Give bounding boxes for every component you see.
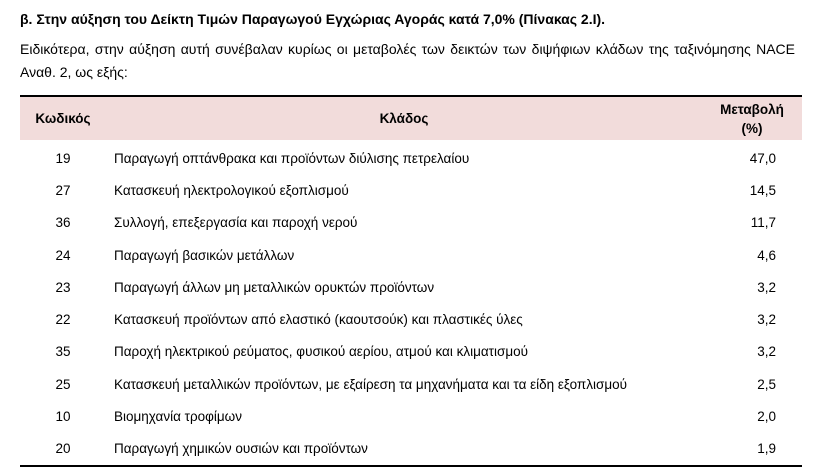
row-change: 3,2 (757, 344, 776, 360)
row-sector: Παραγωγή χημικών ουσιών και προϊόντων (114, 441, 368, 457)
row-code: 24 (55, 247, 71, 263)
table-header-row (20, 97, 802, 140)
table-body (20, 142, 802, 465)
section-heading: β. Στην αύξηση του Δείκτη Τιμών Παραγωγού Εγχώριας Αγοράς κατά 7,0% (Πίνακας 2.Ι). (20, 11, 606, 27)
intro-paragraph-line-2: Αναθ. 2, ως εξής: (20, 64, 128, 80)
row-change: 3,2 (757, 312, 776, 328)
table-row (20, 207, 802, 239)
row-code: 19 (55, 150, 71, 166)
table-row (20, 174, 802, 206)
row-code: 25 (55, 376, 71, 392)
row-change: 11,7 (750, 215, 776, 231)
row-code: 23 (55, 279, 71, 295)
intro-paragraph (20, 38, 795, 84)
row-code: 27 (55, 182, 71, 198)
table-row (20, 303, 802, 335)
table-row (20, 368, 802, 400)
row-change: 1,9 (757, 441, 776, 457)
row-change: 14,5 (749, 182, 776, 198)
row-sector: Βιομηχανία τροφίμων (114, 409, 242, 425)
row-sector: Κατασκευή μεταλλικών προϊόντων, με εξαίρεση τα μηχανήματα και τα είδη εξοπλισμού (114, 376, 627, 392)
table-row (20, 433, 802, 465)
table-row (20, 336, 802, 368)
row-change: 3,2 (757, 279, 776, 295)
row-code: 35 (55, 344, 71, 360)
row-sector: Παραγωγή άλλων μη μεταλλικών ορυκτών προϊόντων (114, 279, 435, 295)
header-change-label: Μεταβολή (720, 101, 784, 117)
header-change (702, 100, 802, 138)
row-change: 47,0 (749, 150, 776, 166)
table-row (20, 142, 802, 174)
row-code: 20 (55, 441, 71, 457)
row-change: 2,5 (757, 376, 776, 392)
row-sector: Κατασκευή προϊόντων από ελαστικό (καουτσούκ) και πλαστικές ύλες (114, 312, 523, 328)
row-sector: Κατασκευή ηλεκτρολογικού εξοπλισμού (114, 182, 349, 198)
table-row (20, 239, 802, 271)
header-change-unit: (%) (741, 120, 763, 136)
nace-change-table (20, 95, 802, 467)
row-code: 36 (55, 215, 71, 231)
intro-paragraph-line-1: Ειδικότερα, στην αύξηση αυτή συνέβαλαν κυρίως οι μεταβολές των δεικτών των διψήφιων κλάδων της ταξινόμησης NACE (20, 41, 795, 57)
row-change: 2,0 (757, 409, 776, 425)
row-sector: Συλλογή, επεξεργασία και παροχή νερού (114, 215, 358, 231)
table-row (20, 271, 802, 303)
row-sector: Παραγωγή οπτάνθρακα και προϊόντων διύλισης πετρελαίου (114, 150, 470, 166)
header-code: Κωδικός (35, 111, 91, 126)
row-sector: Παραγωγή βασικών μετάλλων (114, 247, 295, 263)
row-code: 22 (55, 312, 71, 328)
header-sector: Κλάδος (379, 111, 429, 126)
row-change: 4,6 (757, 247, 776, 263)
table-row (20, 400, 802, 432)
row-sector: Παροχή ηλεκτρικού ρεύματος, φυσικού αερίου, ατμού και κλιματισμού (114, 344, 529, 360)
row-code: 10 (55, 409, 71, 425)
